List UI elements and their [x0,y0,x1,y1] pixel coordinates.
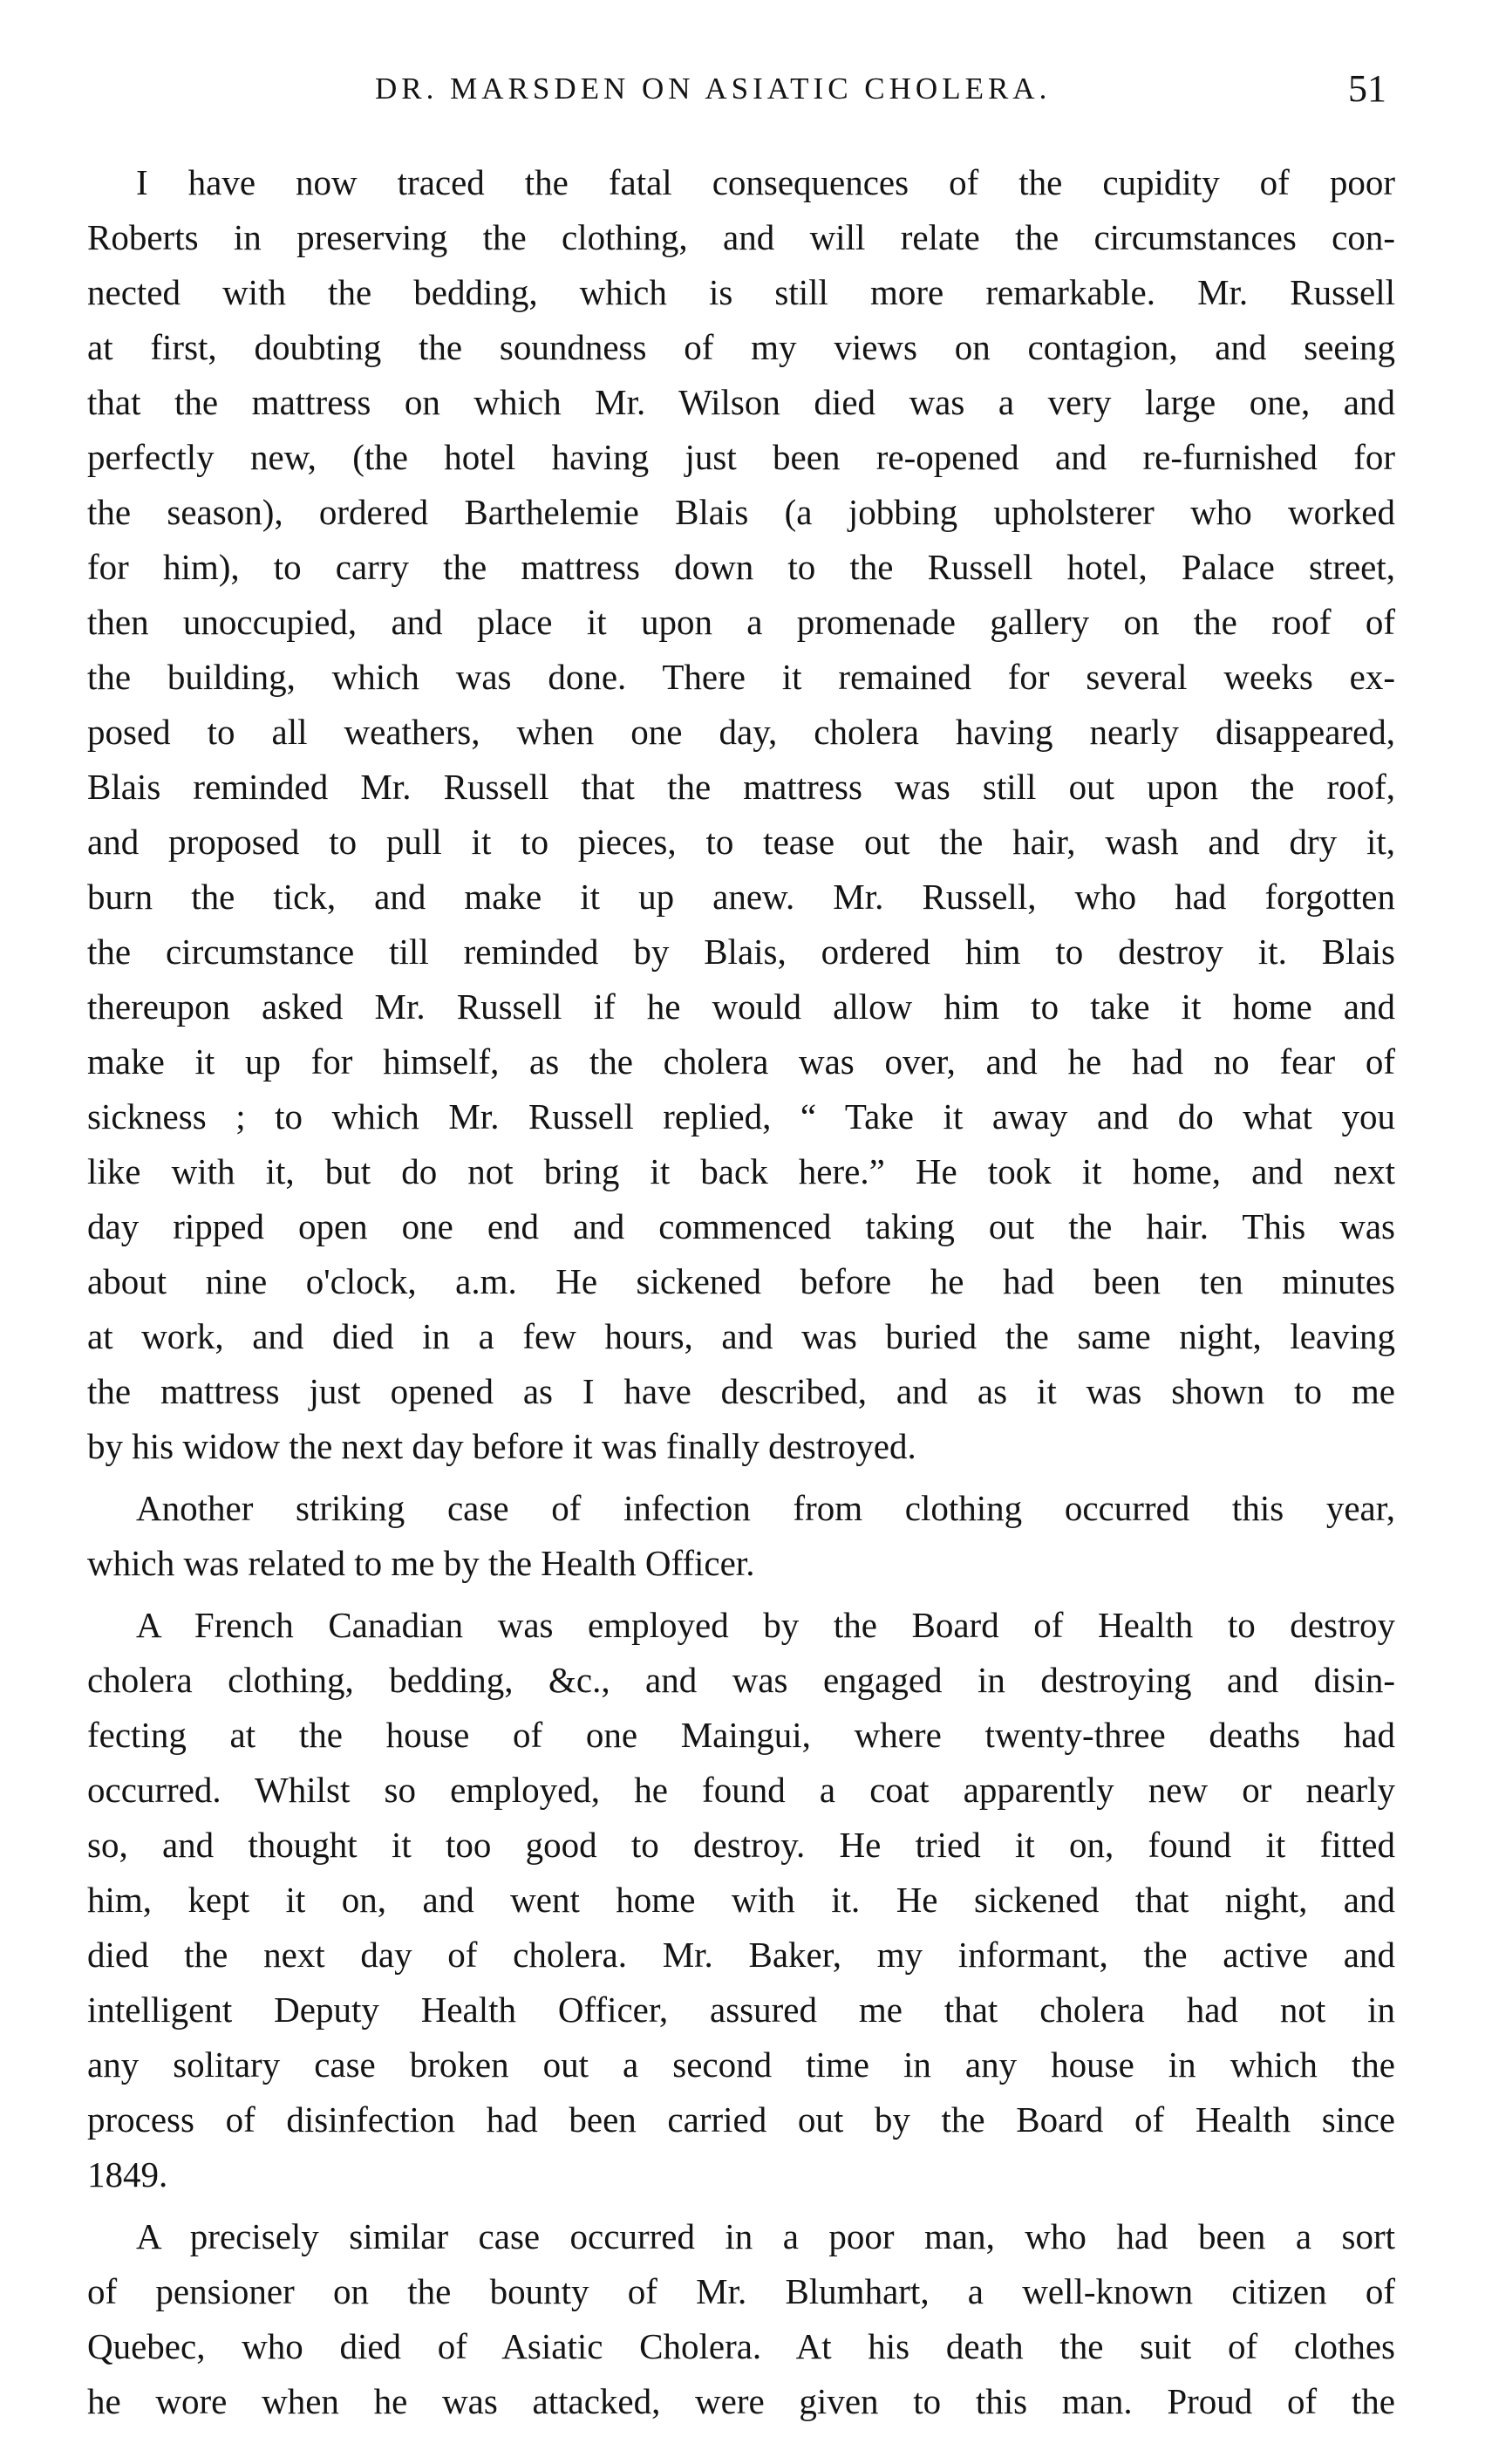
text-line: posed to all weathers, when one day, cholera having nearly disappeared, [87,712,1395,752]
text-line: Blais reminded Mr. Russell that the mattress was still out upon the roof, [87,767,1395,807]
paragraph [87,155,1395,1474]
body-text [87,155,1395,2436]
text-line: day ripped open one end and commenced taking out the hair. This was [87,1206,1395,1246]
text-line: which was related to me by the Health Officer. [87,1543,755,1583]
page-number: 51 [1348,67,1386,110]
text-line: at first, doubting the soundness of my views on contagion, and seeing [87,327,1395,367]
text-line: fecting at the house of one Maingui, where twenty-three deaths had [87,1715,1395,1755]
text-line: the building, which was done. There it remained for several weeks ex- [87,657,1395,697]
text-line: make it up for himself, as the cholera was over, and he had no fear of [87,1041,1395,1082]
text-line: I have now traced the fatal consequences of the cupidity of poor [136,162,1395,202]
text-line: thereupon asked Mr. Russell if he would allow him to take it home and [87,986,1395,1027]
paragraph [87,1598,1395,2202]
text-line: A precisely similar case occurred in a poor man, who had been a sort [136,2216,1395,2256]
text-line: died the next day of cholera. Mr. Baker, my informant, the active and [87,1935,1395,1975]
text-line: burn the tick, and make it up anew. Mr. Russell, who had forgotten [87,877,1395,917]
paragraph [87,1481,1395,1591]
text-line: Roberts in preserving the clothing, and will relate the circumstances con- [87,217,1395,257]
text-line: process of disinfection had been carried out by the Board of Health since [87,2099,1395,2140]
text-line: occurred. Whilst so employed, he found a coat apparently new or nearly [87,1770,1395,1810]
paragraph [87,2209,1395,2429]
text-line: and proposed to pull it to pieces, to tease out the hair, wash and dry it, [87,822,1395,862]
running-header [131,67,1386,124]
text-line: any solitary case broken out a second time in any house in which the [87,2044,1395,2085]
text-line: sickness ; to which Mr. Russell replied, “ Take it away and do what you [87,1096,1395,1136]
text-line: at work, and died in a few hours, and was buried the same night, leaving [87,1316,1395,1356]
text-line: so, and thought it too good to destroy. He tried it on, found it fitted [87,1825,1395,1865]
text-line: then unoccupied, and place it upon a promenade gallery on the roof of [87,602,1395,642]
text-line: the mattress just opened as I have described, and as it was shown to me [87,1371,1395,1411]
text-line: Another striking case of infection from clothing occurred this year, [136,1488,1395,1528]
text-line: he wore when he was attacked, were given to this man. Proud of the [87,2381,1395,2421]
text-line: of pensioner on the bounty of Mr. Blumhart, a well-known citizen of [87,2271,1395,2311]
text-line: the season), ordered Barthelemie Blais (a jobbing upholsterer who worked [87,492,1395,532]
text-line: nected with the bedding, which is still more remarkable. Mr. Russell [87,272,1395,312]
text-line: perfectly new, (the hotel having just been re-opened and re-furnished for [87,437,1395,477]
text-line: cholera clothing, bedding, &c., and was engaged in destroying and disin- [87,1660,1395,1700]
text-line: that the mattress on which Mr. Wilson died was a very large one, and [87,382,1395,422]
text-line: for him), to carry the mattress down to the Russell hotel, Palace street, [87,547,1395,587]
text-line: intelligent Deputy Health Officer, assured me that cholera had not in [87,1990,1395,2030]
text-line: Quebec, who died of Asiatic Cholera. At his death the suit of clothes [87,2326,1395,2366]
text-line: A French Canadian was employed by the Board of Health to destroy [136,1605,1395,1645]
text-line: the circumstance till reminded by Blais, ordered him to destroy it. Blais [87,932,1395,972]
running-title: DR. MARSDEN ON ASIATIC CHOLERA. [375,72,1052,106]
text-line: about nine o'clock, a.m. He sickened before he had been ten minutes [87,1261,1395,1301]
text-line: like with it, but do not bring it back here.” He took it home, and next [87,1151,1395,1191]
text-line: by his widow the next day before it was finally destroyed. [87,1426,916,1466]
text-line: 1849. [87,2154,168,2194]
text-line: him, kept it on, and went home with it. He sickened that night, and [87,1880,1395,1920]
